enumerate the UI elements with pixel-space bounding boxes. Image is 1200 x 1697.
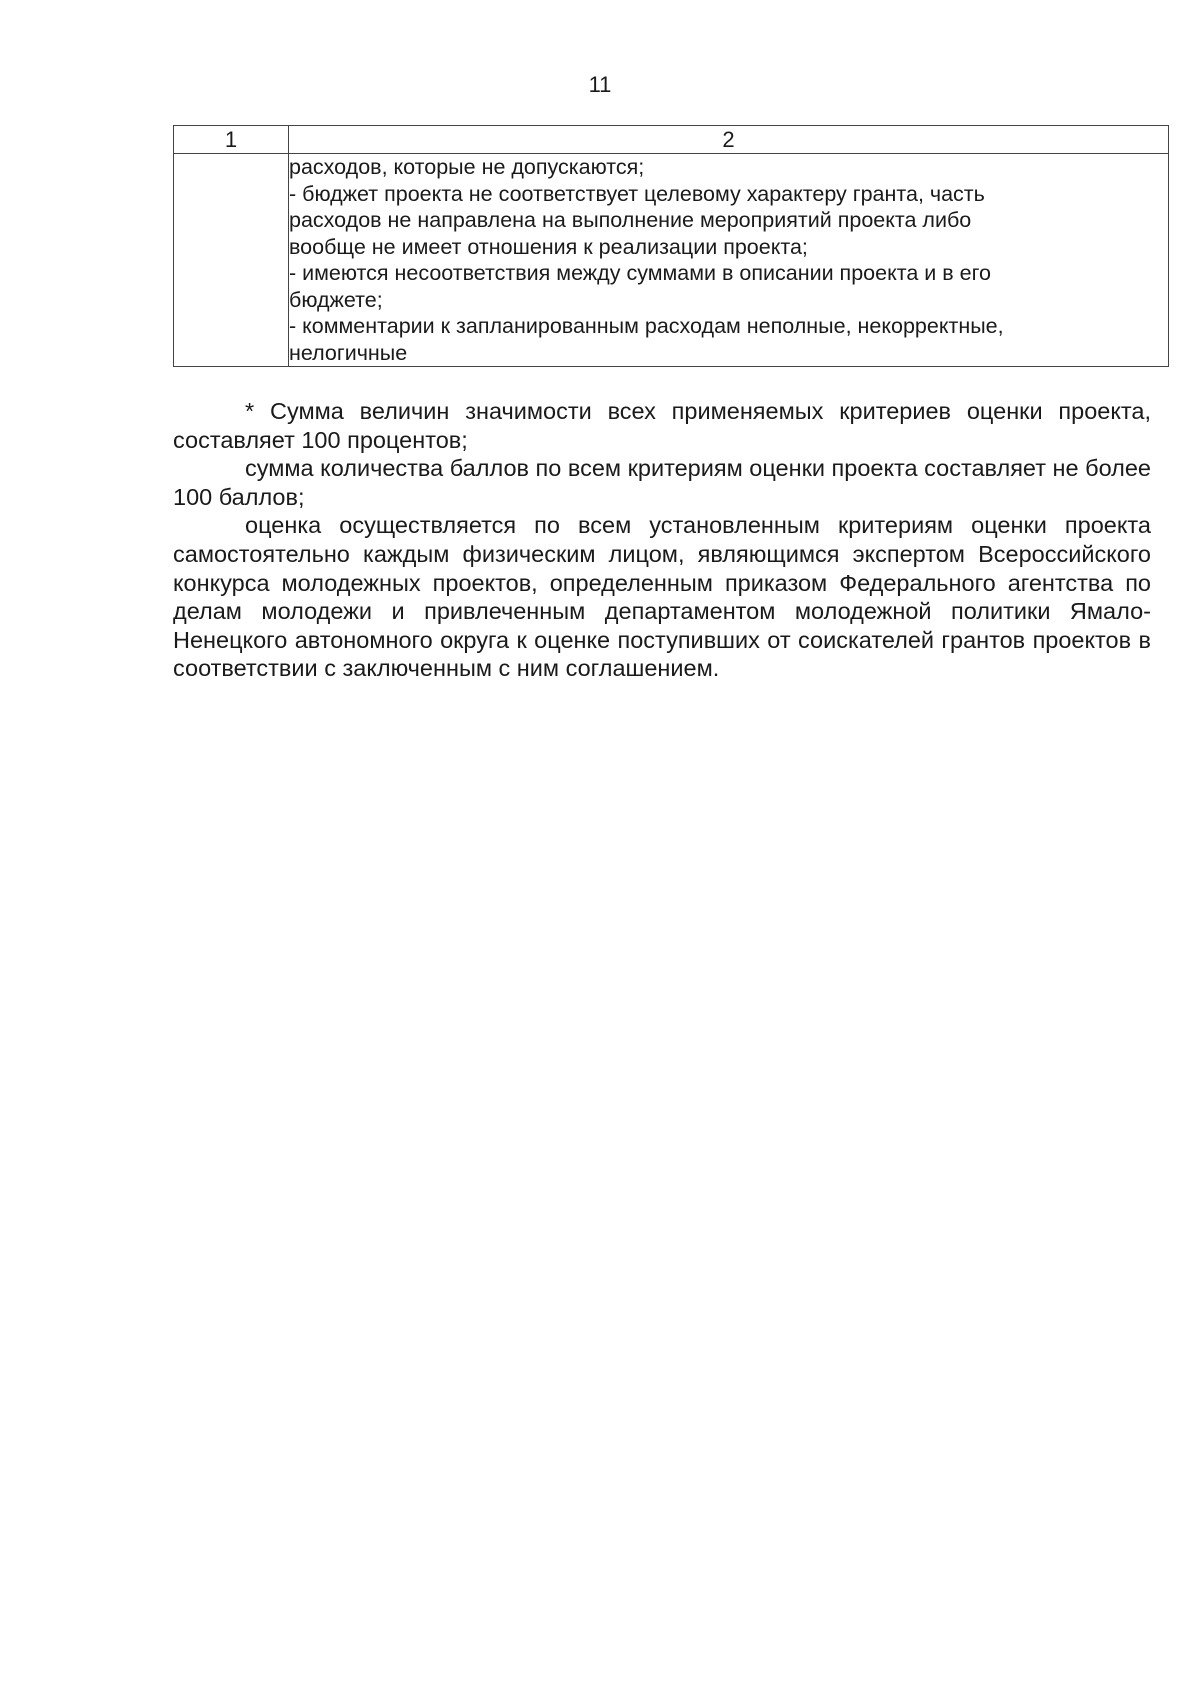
table-header-row (174, 126, 1169, 154)
table-header-col-1: 1 (174, 126, 289, 154)
cell-text-line: вообще не имеет отношения к реализации проекта; (289, 234, 808, 259)
cell-text-line: расходов, которые не допускаются; (289, 155, 645, 179)
table-row (174, 154, 1169, 367)
cell-text-line: - имеются несоответствия между суммами в описании проекта и в его (289, 261, 991, 285)
footnotes (173, 397, 1151, 683)
cell-text-line: - комментарии к запланированным расходам неполные, некорректные, (289, 314, 1004, 338)
table-cell-col-2 (289, 154, 1169, 367)
table-cell-col-1 (174, 154, 289, 367)
footnote-paragraph-2: сумма количества баллов по всем критериям оценки проекта составляет не более 100 баллов; (173, 455, 1151, 510)
footnote-paragraph-1: * Сумма величин значимости всех применяемых критериев оценки проекта, составляет 100 процентов; (173, 398, 1151, 453)
cell-text-line: - бюджет проекта не соответствует целевому характеру гранта, часть (289, 181, 985, 206)
footnote-paragraph-3: оценка осуществляется по всем установленным критериям оценки проекта самостоятельно каждым физическим лицом, являющимся экспертом Всероссийского конкурса молодежных проектов, определенным приказом Федерального агентства по делам молодежи и привлеченным департаментом молодежной политики Ямало-Ненецкого автономного округа к оценке поступивших от соискателей грантов проектов в соответствии с заключенным с ним соглашением. (173, 512, 1151, 682)
cell-text-line: расходов не направлена на выполнение мероприятий проекта либо (289, 208, 972, 232)
criteria-table (173, 125, 1169, 367)
table-header-col-2: 2 (289, 126, 1169, 154)
page-number: 11 (588, 72, 612, 97)
cell-text-line: бюджете; (289, 287, 383, 312)
cell-text-line: нелогичные (289, 340, 408, 365)
